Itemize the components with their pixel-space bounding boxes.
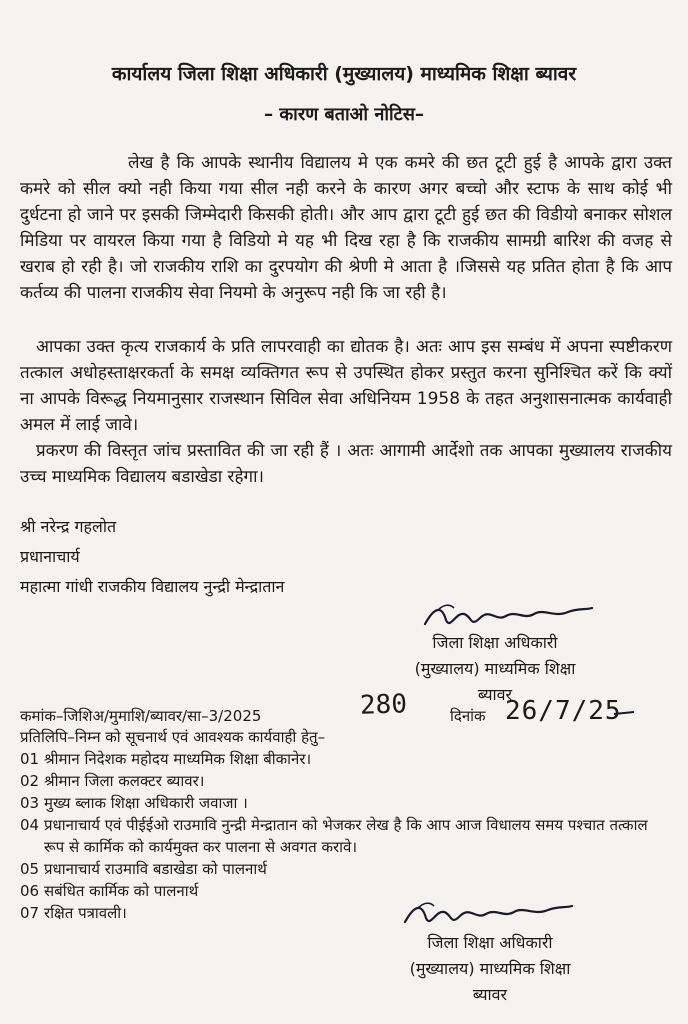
date-dash-mark [612,708,636,720]
copy-item-number: 06 [20,882,40,900]
addressee-block [20,512,284,602]
handwritten-date: 26/7/25 [505,696,622,726]
body-paragraph-1: लेख है कि आपके स्थानीय विद्यालय मे एक कमरे की छत टूटी हुई है आपके द्वारा उक्त कमरे को सील क्यो नही किया गया सील नही करने के कारण अगर बच्चो और स्टाफ के साथ कोई भी दुर्धटना हो जाने पर इसकी जिम्मेदारी किसकी होती। और आप द्वारा टूटी हुई छत की विडीयो बनाकर सोशल मिडिया पर वायरल किया गया है विडियो मे यह भी दिख रहा है कि राजकीय सामग्री बारिश की वजह से खराब हो रही है। जो राजकीय राशि का दुरपयोग की श्रेणी मे आता है ।जिससे यह प्रतित होता है कि आप कर्तव्य की पालना राजकीय सेवा नियमो के अनुरूप नही कि जा रही है। [20,153,672,303]
copy-item-text: श्रीमान निदेशक महोदय माध्यमिक शिक्षा बीकानेर। [44,750,312,768]
body-paragraph-3: प्रकरण की विस्तृत जांच प्रस्तावित की जा रही हैं । अतः आगामी आर्देशो तक आपका मुख्यालय राजकीय उच्च माध्यमिक विद्यालय बडाखेडा रहेगा। [20,441,672,487]
signatory-title: जिला शिक्षा अधिकारी [427,933,553,952]
copy-item [20,748,660,770]
copy-item-number: 02 [20,772,40,790]
copy-item-number: 05 [20,860,40,878]
handwritten-dispatch-number: 280 [359,689,408,721]
signature-scribble-2 [400,898,580,932]
reference-number: कमांक–जिशिअ/मुमाशि/ब्यावर/सा–3/2025 [20,707,262,725]
office-title: कार्यालय जिला शिक्षा अधिकारी (मुख्यालय) माध्यमिक शिक्षा ब्यावर [111,63,577,85]
copy-item [20,792,660,814]
copy-item-text: रक्षित पत्रावली। [44,904,127,922]
addressee-name: श्री नरेन्द्र गहलोत [20,517,117,536]
copy-item-text: मुख्य ब्लाक शिक्षा अधिकारी जवाजा । [44,794,248,812]
signatory-title: जिला शिक्षा अधिकारी [432,633,558,652]
copy-item-number: 03 [20,794,40,812]
copy-item [20,814,660,858]
copy-item-number: 04 [20,816,40,834]
addressee-school: महात्मा गांधी राजकीय विद्यालय नुन्द्री मेन्द्रातान [20,577,285,596]
notice-title: – कारण बताओ नोटिस– [264,104,424,125]
signatory-location: ब्यावर [472,985,508,1004]
copy-item [20,858,660,880]
copy-item-text: श्रीमान जिला कलक्टर ब्यावर। [44,772,205,790]
body-paragraph-2: आपका उक्त कृत्य राजकार्य के प्रति लापरवाही का द्योतक है। अतः आप इस सम्बंध में अपना स्पष्टीकरण तत्काल अधोहस्ताक्षरकर्ता के समक्ष व्यक्तिगत रूप से उपस्थित होकर प्रस्तुत करना सुनिश्चित करें कि क्यों ना आपके विरूद्ध नियमानुसार राजस्थान सिविल सेवा अधिनियम 1958 के तहत अनुशासनात्मक कार्यवाही अमल में लाई जावे। [20,337,672,435]
copy-item-text: सबंधित कार्मिक को पालनार्थ [44,882,199,900]
copy-item [20,770,660,792]
copy-item-text: प्रधानाचार्य एवं पीईईओ राउमावि नुन्द्री मेन्द्रातान को भेजकर लेख है कि आप आज विधालय समय पश्चात तत्काल रूप से कार्मिक को कार्यमुक्त कर पालना से अवगत करावे। [44,816,648,856]
signatory-department: (मुख्यालय) माध्यमिक शिक्षा [409,959,571,978]
signatory-department: (मुख्यालय) माध्यमिक शिक्षा [414,659,576,678]
copy-item-number: 01 [20,750,40,768]
signature-block-2 [390,930,590,1008]
signature-scribble-1 [420,600,600,634]
date-label: दिनांक [450,707,486,725]
signatory-location: ब्यावर [477,685,513,704]
copy-item-text: प्रधानाचार्य राउमावि बडाखेडा को पालनार्थ [44,860,267,878]
copy-item-number: 07 [20,904,40,922]
copy-to-heading: प्रतिलिपि–निम्न को सूचनार्थ एवं आवश्यक कार्यवाही हेतु– [20,728,326,746]
addressee-designation: प्रधानाचार्य [20,547,80,566]
